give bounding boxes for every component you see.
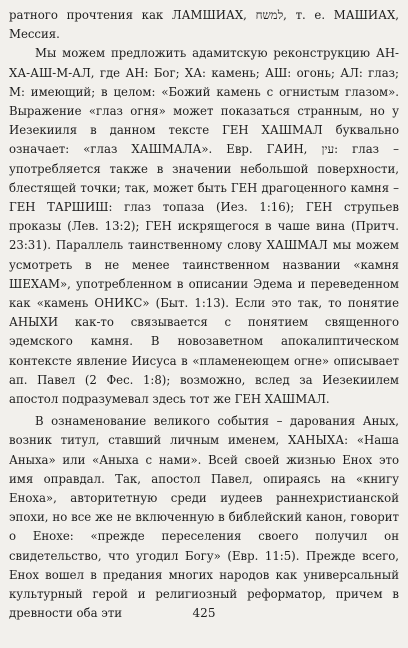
paragraph-enoch: В ознаменование великого события – дарования Аных, возник титул, ставший личным именем, ХАНЫХА: «Наша Аныха» или «Аныха с нами». Всей своей жизнью Енох это имя оправдал. Так, апостол Павел, опираясь на «книгу Еноха», авторитетную среди иудеев раннехристианской эпохи, но все же не включенную в библейский канон, говорит о Енохе: «прежде переселения своего получил он свидетельство, что угодил Богу» (Евр. 11:5). Прежде всего, Енох вошел в предания многих народов как универсальный культурный герой и религиозный реформатор, причем в древности оба эти xyxy=(9,414,399,621)
paragraph-reconstruction: Мы можем предложить адамитскую реконструкцию АН-ХА-АШ-М-АЛ, где АН: Бог; ХА: камень; АШ: огонь; АЛ: глаз; М: имеющий; в целом: «Божий камень с огнистым глазом». Выражение «глаз огня» может показаться странным, но у Иезекииля в данном тексте ГЕН ХАШМАЛ буквально означает: «глаз ХАШМАЛА». Евр. ГАИН, עין: глаз – употребляется также в значении небольшой поверхности, блестящей точки; так, может быть ГЕН драгоценного камня – ГЕН ТАРШИШ: глаз топаза (Иез. 1:16); ГЕН струпьев проказы (Лев. 13:2); ГЕН искрящегося в чаше вина (Притч. 23:31). Параллель таинственному слову ХАШМАЛ мы можем усмотреть в не менее таинственном названии «камня ШЕХАМ», употребленном в описании Эдема и переведенном как «камень ОНИКС» (Быт. 1:13). Если это так, то понятие АНЫХИ как-то связывается с понятием священного эдемского камня. В новозаветном апокалиптическом контексте явление Иисуса в «пламенеющем огне» описывает ап. Павел (2 Фес. 1:8); возможно, вслед за Иезекиилем апостол подразумевал здесь тот же ГЕН ХАШМАЛ. xyxy=(9,46,399,407)
body-text xyxy=(9,6,399,624)
paragraph-continuation: ратного прочтения как ЛАМШИАХ, למשח, т. е. МАШИАХ, Мессия. xyxy=(9,8,399,42)
page-number: 425 xyxy=(192,606,216,620)
